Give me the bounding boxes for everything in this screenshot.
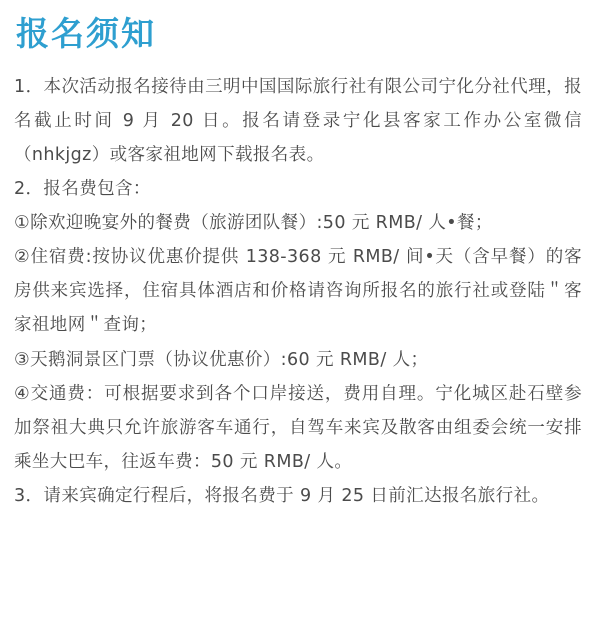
- page-title: 报名须知: [16, 14, 156, 53]
- paragraph-1: 1．本次活动报名接待由三明中国国际旅行社有限公司宁化分社代理，报名截止时间 9 月 20 日。报名请登录宁化县客家工作办公室微信（nhkjgz）或客家祖地网下载报名表。: [14, 76, 582, 165]
- paragraph-3: ①除欢迎晚宴外的餐费（旅游团队餐）:50 元 RMB/ 人•餐；: [14, 213, 493, 234]
- document-body: [14, 70, 582, 514]
- paragraph-6: ④交通费：可根据要求到各个口岸接送，费用自理。宁化城区赴石壁参加祭祖大典只允许旅游客车通行，自驾车来宾及散客由组委会统一安排乘坐大巴车，往返车费：50 元 RMB/ 人。: [14, 383, 582, 472]
- paragraph-2: 2．报名费包含：: [14, 178, 151, 199]
- page-bottom-edge: [0, 626, 600, 630]
- paragraph-5: ③天鹅洞景区门票（协议优惠价）:60 元 RMB/ 人；: [14, 349, 429, 370]
- paragraph-4: ②住宿费:按协议优惠价提供 138-368 元 RMB/ 间•天（含早餐）的客房供来宾选择，住宿具体酒店和价格请咨询所报名的旅行社或登陆＂客家祖地网＂查询；: [14, 247, 582, 336]
- paragraph-7: 3．请来宾确定行程后，将报名费于 9 月 25 日前汇达报名旅行社。: [14, 486, 550, 507]
